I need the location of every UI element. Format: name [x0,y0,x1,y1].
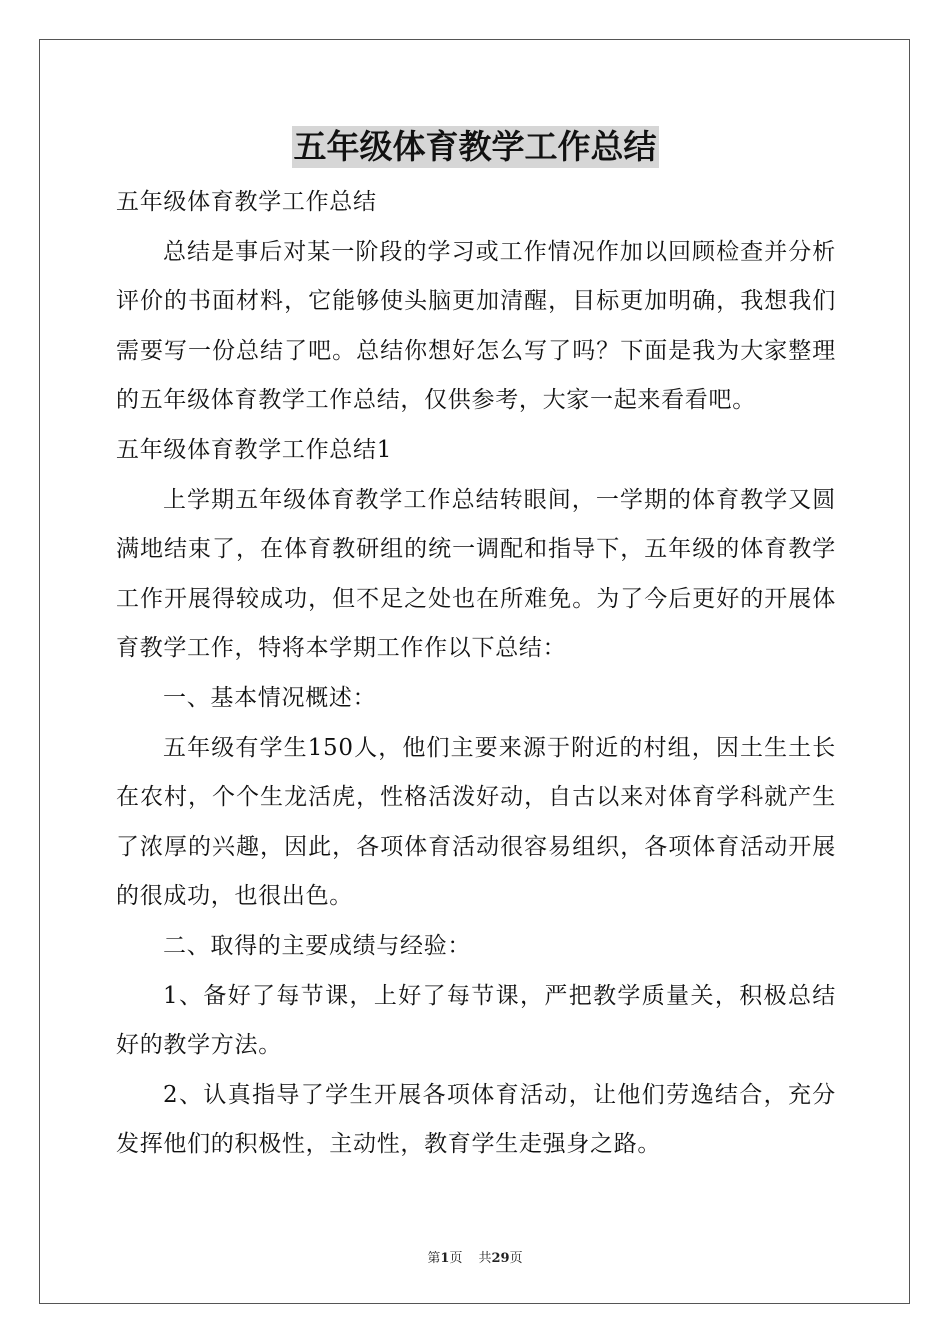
paragraph-line: 的五年级体育教学工作总结，仅供参考，大家一起来看看吧。 [116,387,756,414]
paragraph-line: 发挥他们的积极性，主动性，教育学生走强身之路。 [116,1131,662,1158]
page-prefix: 第 [427,1251,441,1266]
document-body [116,178,836,1170]
paragraph-line: 的很成功，也很出色。 [116,883,353,910]
paragraph-line: 2、认真指导了学生开展各项体育活动，让他们劳逸结合，充分 [163,1081,836,1108]
paragraph-line: 好的教学方法。 [116,1032,282,1059]
paragraph-line: 五年级有学生150人，他们主要来源于附近的村组，因土生土长 [163,734,836,761]
paragraph-line: 总结是事后对某一阶段的学习或工作情况作加以回顾检查并分析 [163,238,836,265]
paragraph-line: 上学期五年级体育教学工作总结转眼间，一学期的体育教学又圆 [163,486,836,513]
page-suffix: 页 [449,1251,463,1266]
total-prefix: 共 [478,1251,492,1266]
paragraph-line: 育教学工作，特将本学期工作作以下总结： [116,635,567,662]
paragraph-line: 满地结束了，在体育教研组的统一调配和指导下，五年级的体育教学 [116,536,836,563]
section-heading: 五年级体育教学工作总结1 [116,436,393,463]
current-page-number: 1 [440,1251,450,1266]
subsection-heading: 一、基本情况概述： [163,684,377,711]
total-page-number: 29 [491,1251,510,1266]
page-footer [0,1247,950,1266]
paragraph-line: 1、备好了每节课，上好了每节课，严把教学质量关，积极总结 [163,982,836,1009]
paragraph-line: 工作开展得较成功，但不足之处也在所难免。为了今后更好的开展体 [116,585,836,612]
paragraph-line: 在农村，个个生龙活虎，性格活泼好动，自古以来对体育学科就产生 [116,784,836,811]
paragraph-line: 需要写一份总结了吧。总结你想好怎么写了吗？下面是我为大家整理 [116,337,836,364]
subtitle-line: 五年级体育教学工作总结 [116,189,377,215]
total-suffix: 页 [509,1251,523,1266]
subsection-heading: 二、取得的主要成绩与经验： [163,932,472,959]
paragraph-line: 评价的书面材料，它能够使头脑更加清醒，目标更加明确，我想我们 [116,288,836,315]
document-title: 五年级体育教学工作总结 [293,127,657,166]
paragraph-line: 了浓厚的兴趣，因此，各项体育活动很容易组织，各项体育活动开展 [116,833,836,860]
title-container [0,126,950,168]
